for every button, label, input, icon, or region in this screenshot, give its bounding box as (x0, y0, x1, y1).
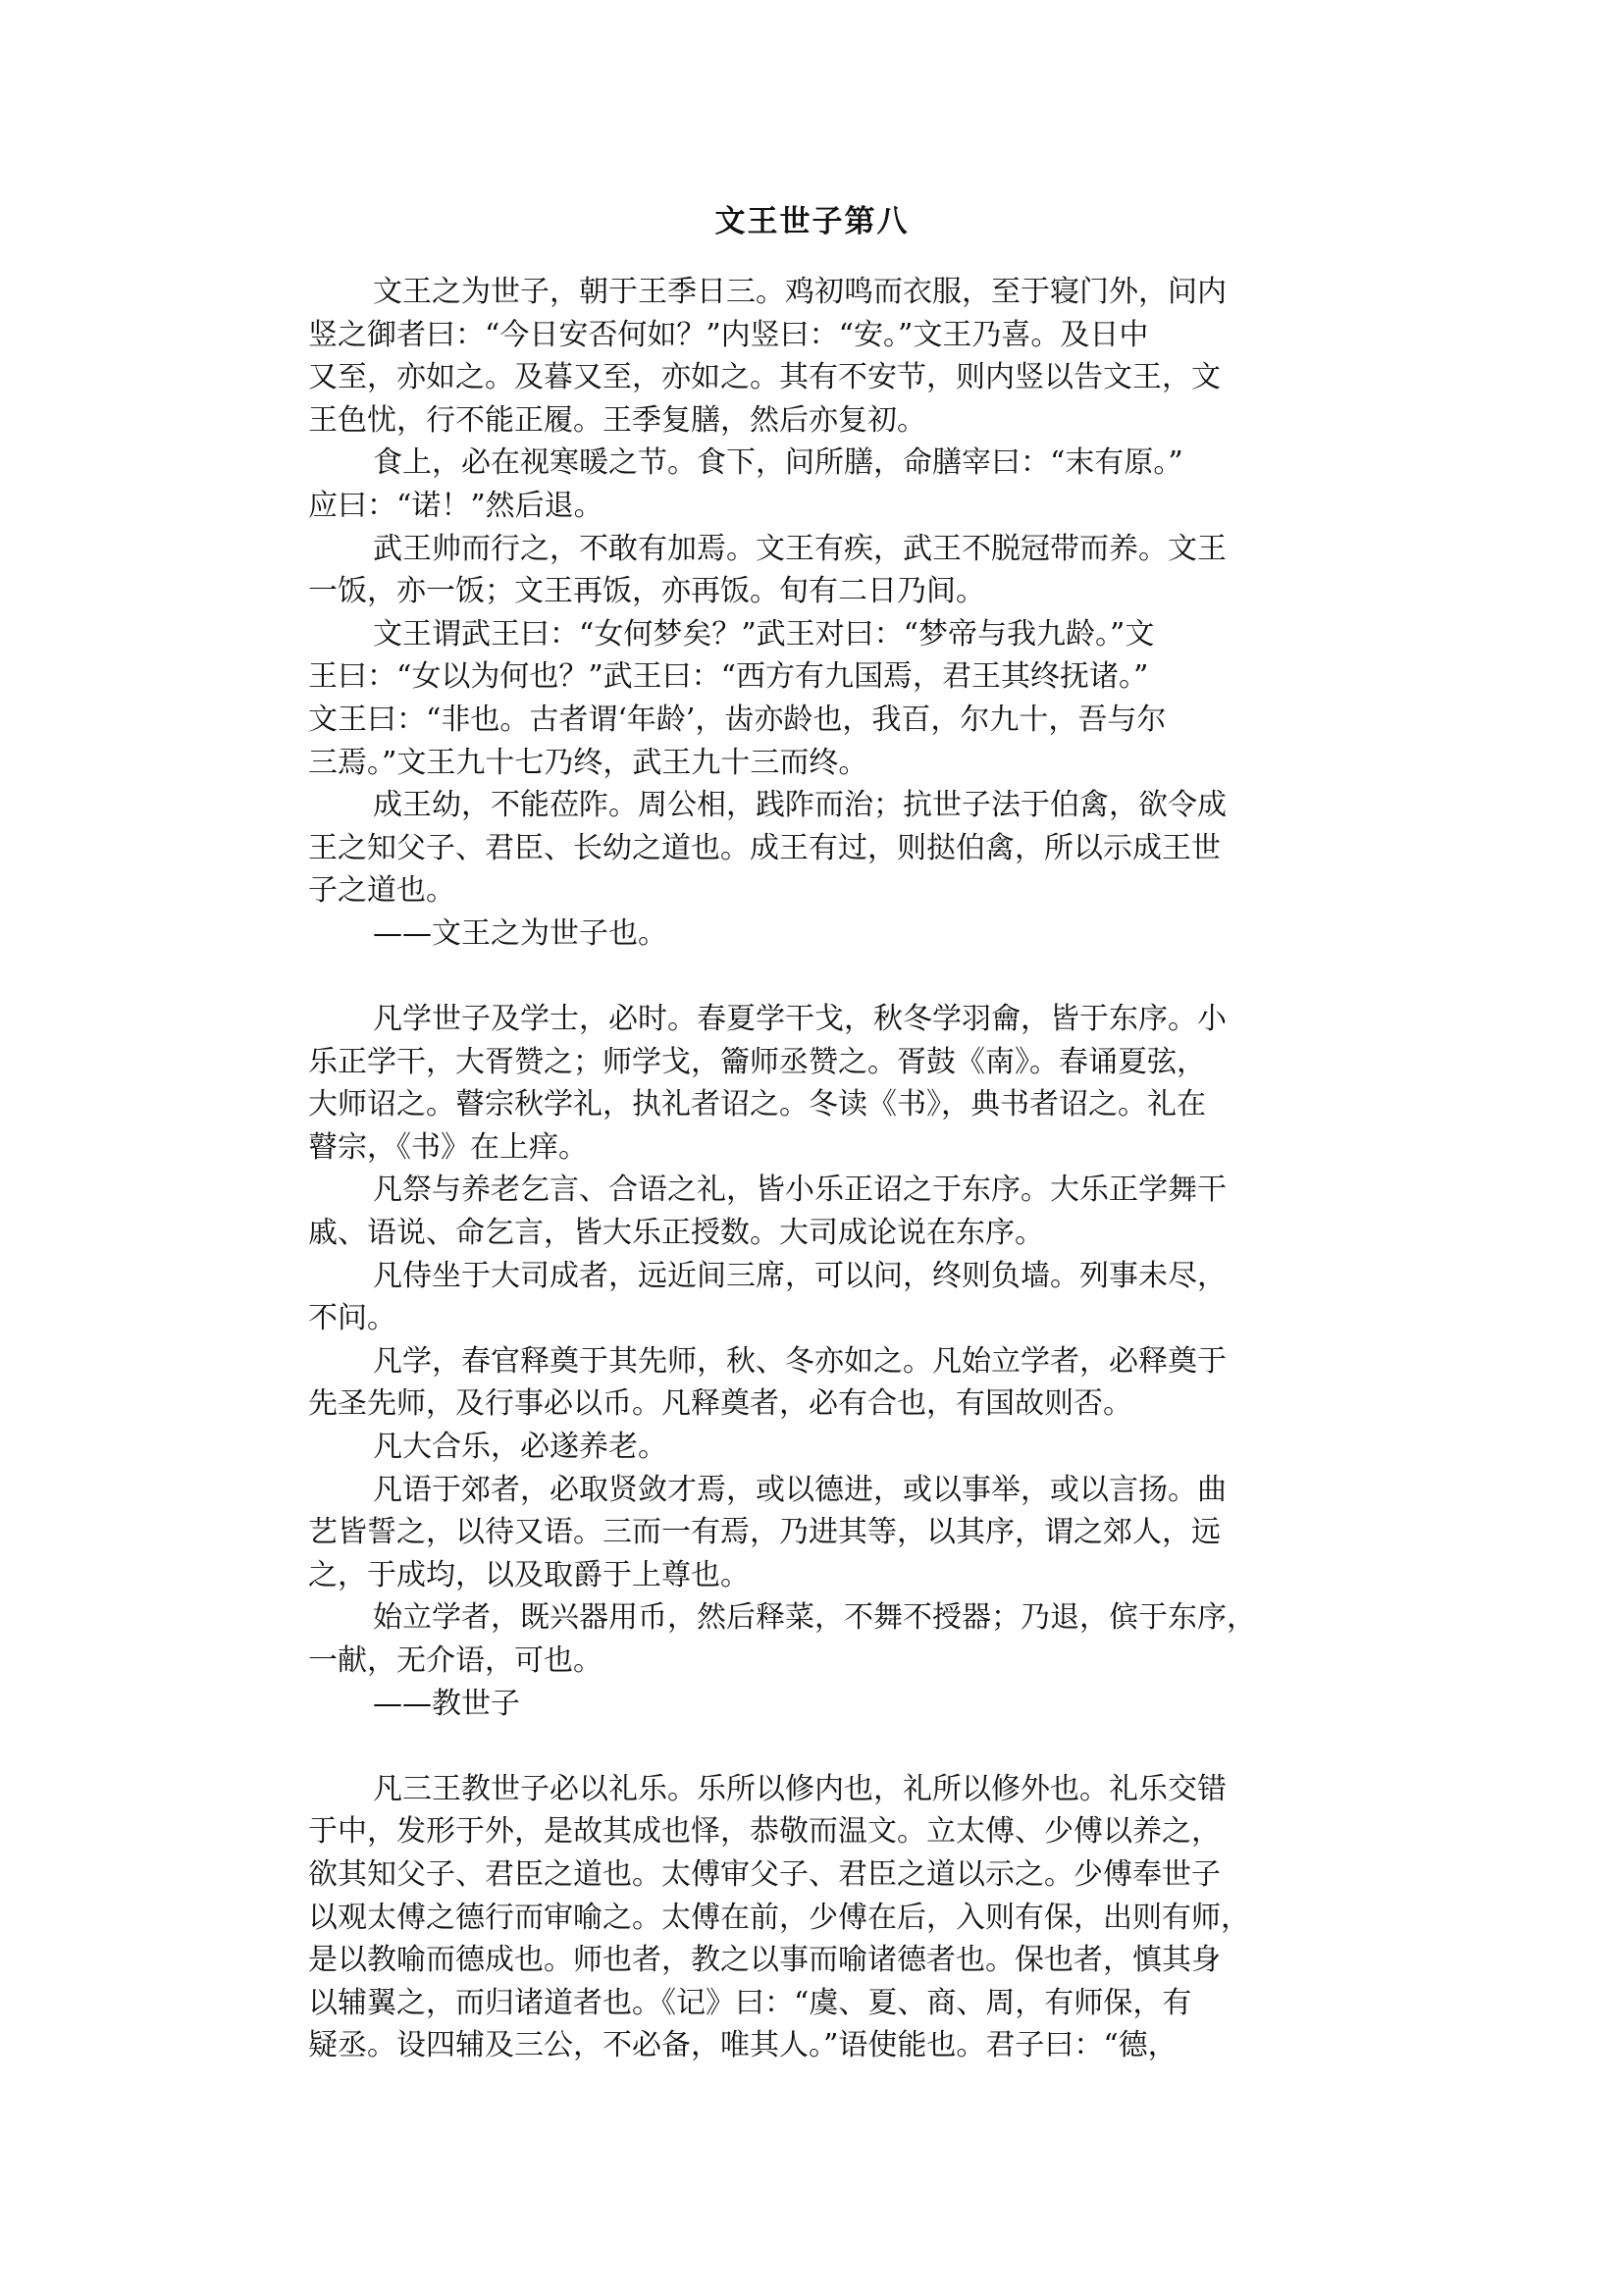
text-line: 以观太傅之德行而审喻之。太傅在前，少傅在后，入则有保，出则有师， (308, 1900, 1250, 1935)
text-line: 不问。 (308, 1301, 396, 1336)
text-line: 凡学，春官释奠于其先师，秋、冬亦如之。凡始立学者，必释奠于 (373, 1343, 1227, 1379)
text-line: 欲其知父子、君臣之道也。太傅审父子、君臣之道以示之。少傅奉世子 (308, 1856, 1221, 1892)
text-line: 王色忧，行不能正履。王季复膳，然后亦复初。 (308, 402, 926, 438)
text-line: 凡语于郊者，必取贤敛才焉，或以德进，或以事举，或以言扬。曲 (373, 1472, 1227, 1507)
text-line: 凡祭与养老乞言、合语之礼，皆小乐正诏之于东序。大乐正学舞干 (373, 1173, 1227, 1208)
text-line: 凡三王教世子必以礼乐。乐所以修内也，礼所以修外也。礼乐交错 (373, 1771, 1227, 1806)
text-line: 文王曰：“非也。古者谓‘年龄’，齿亦龄也，我百，尔九十，吾与尔 (308, 702, 1167, 737)
text-line: ——文王之为世子也。 (373, 915, 667, 951)
section-gap (308, 956, 1348, 999)
text-line: 乐正学干，大胥赞之；师学戈，籥师丞赞之。胥鼓《南》。春诵夏弦， (308, 1044, 1206, 1079)
text-line: 王之知父子、君臣、长幼之道也。成王有过，则挞伯禽，所以示成王世 (308, 830, 1221, 865)
text-line: 一饭，亦一饭；文王再饭，亦再饭。旬有二日乃间。 (308, 574, 985, 609)
text-line: 是以教喻而德成也。师也者，教之以事而喻诸德者也。保也者，慎其身 (308, 1943, 1221, 1978)
text-line: 先圣先师，及行事必以币。凡释奠者，必有合也，有国故则否。 (308, 1386, 1132, 1422)
text-line: 文王之为世子，朝于王季日三。鸡初鸣而衣服，至于寝门外，问内 (373, 275, 1227, 309)
text-line: 艺皆誓之，以待又语。三而一有焉，乃进其等，以其序，谓之郊人，远 (308, 1515, 1221, 1550)
text-line: 一献，无介语，可也。 (308, 1643, 602, 1678)
text-line: 于中，发形于外，是故其成也怿，恭敬而温文。立太傅、少傅以养之， (308, 1814, 1221, 1850)
text-line: 王曰：“女以为何也？”武王曰：“西方有九国焉，君王其终抚诸。” (308, 659, 1149, 695)
text-line: 之，于成均，以及取爵于上尊也。 (308, 1557, 750, 1592)
text-line: 武王帅而行之，不敢有加焉。文王有疾，武王不脱冠带而养。文王 (373, 531, 1227, 566)
text-line: 子之道也。 (308, 873, 455, 909)
section-gap (308, 1725, 1348, 1768)
text-line: 又至，亦如之。及暮又至，亦如之。其有不安节，则内竖以告文王，文 (308, 360, 1221, 395)
text-line: 成王幼，不能莅阼。周公相，践阼而治；抗世子法于伯禽，欲令成 (373, 788, 1227, 823)
text-line: 疑丞。设四辅及三公，不必备，唯其人。”语使能也。君子曰：“德， (308, 2028, 1178, 2063)
text-line: 瞽宗，《书》在上痒。 (308, 1129, 588, 1165)
text-line: 凡大合乐，必遂养老。 (373, 1430, 667, 1465)
text-line: 三焉。”文王九十七乃终，武王九十三而终。 (308, 745, 868, 780)
text-line: 凡侍坐于大司成者，远近间三席，可以问，终则负墙。列事未尽， (373, 1258, 1227, 1293)
text-line: 戚、语说、命乞言，皆大乐正授数。大司成论说在东序。 (308, 1216, 1044, 1251)
text-line: 凡学世子及学士，必时。春夏学干戈，秋冬学羽龠，皆于东序。小 (373, 1002, 1227, 1037)
text-line: ——教世子 (373, 1686, 520, 1721)
text-line: 竖之御者曰：“今日安否何如？”内竖曰：“安。”文王乃喜。及日中 (308, 317, 1149, 352)
text-line: 大师诏之。瞽宗秋学礼，执礼者诏之。冬读《书》，典书者诏之。礼在 (308, 1087, 1206, 1122)
document-title: 文王世子第八 (714, 204, 910, 239)
text-line: 文王谓武王曰：“女何梦矣？”武王对曰：“梦帝与我九龄。”文 (373, 616, 1155, 652)
document-body (308, 271, 1348, 2067)
text-line: 始立学者，既兴器用币，然后释菜，不舞不授器；乃退，傧于东序， (373, 1600, 1256, 1636)
text-line: 以辅翼之，而归诸道者也。《记》曰：“虞、夏、商、周，有师保，有 (308, 1985, 1192, 2020)
text-line: 应曰：“诺！”然后退。 (308, 488, 603, 523)
text-line: 食上，必在视寒暖之节。食下，问所膳，命膳宰曰：“末有原。” (373, 445, 1183, 481)
